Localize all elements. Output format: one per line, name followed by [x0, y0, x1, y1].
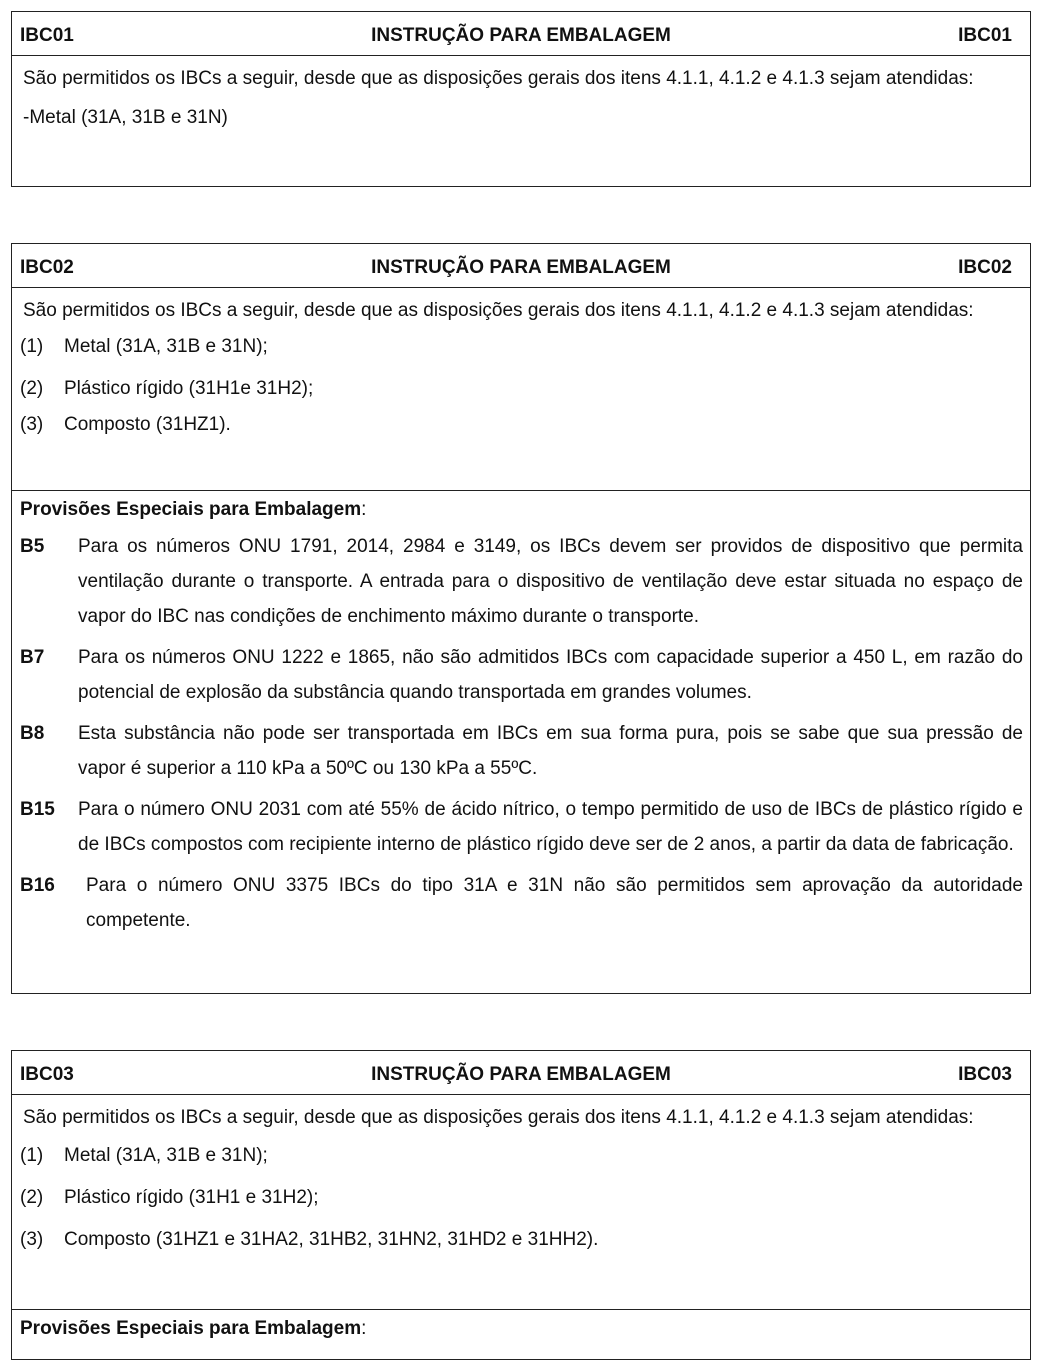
- list-item-number: (3): [20, 1229, 44, 1250]
- provision-code: B15: [20, 799, 55, 820]
- provision-b5: [12, 529, 1030, 640]
- ibc02-item-list: [12, 328, 1030, 500]
- ibc02-table: [11, 243, 1031, 994]
- ibc02-provisions: [12, 491, 1030, 944]
- list-item-text: Plástico rígido (31H1e 31H2);: [64, 378, 314, 399]
- ibc01-item-metal: -Metal (31A, 31B e 31N): [23, 107, 228, 128]
- provisions-colon: :: [361, 499, 367, 520]
- list-item-text: Composto (31HZ1).: [64, 414, 231, 435]
- ibc03-provisions-title: [12, 1310, 1030, 1348]
- ibc02-header: [12, 244, 1030, 288]
- ibc03-header: [12, 1051, 1030, 1095]
- list-item-text: Composto (31HZ1 e 31HA2, 31HB2, 31HN2, 31HD2 e 31HH2).: [64, 1229, 599, 1250]
- ibc02-intro: São permitidos os IBCs a seguir, desde que as disposições gerais dos itens 4.1.1, 4.1.2 e 4.1.3 sejam atendidas:: [23, 300, 974, 321]
- list-item-text: Metal (31A, 31B e 31N);: [64, 1145, 268, 1166]
- ibc01-header: [12, 12, 1030, 56]
- ibc01-table: [11, 11, 1031, 187]
- provisions-label: Provisões Especiais para Embalagem: [20, 499, 362, 520]
- ibc03-table: [11, 1050, 1031, 1360]
- provision-text: Esta substância não pode ser transportada em IBCs em sua forma pura, pois se sabe que sua pressão de vapor é superior a 110 kPa a 50ºC ou 130 kPa a 55ºC.: [78, 723, 1023, 779]
- provision-text: Para os números ONU 1222 e 1865, não são admitidos IBCs com capacidade superior a 450 L, em razão do potencial de explosão da substância quando transportada em grandes volumes.: [78, 647, 1023, 703]
- provisions-label: Provisões Especiais para Embalagem: [20, 1318, 362, 1339]
- list-item-text: Metal (31A, 31B e 31N);: [64, 336, 268, 357]
- list-item: [12, 1135, 1030, 1177]
- list-item: [12, 328, 1030, 366]
- list-item: [12, 1219, 1030, 1261]
- list-item-number: (3): [20, 414, 44, 435]
- list-item-text: Plástico rígido (31H1 e 31H2);: [64, 1187, 319, 1208]
- provision-code: B8: [20, 723, 45, 744]
- provision-b15: [12, 792, 1030, 868]
- ibc01-title: INSTRUÇÃO PARA EMBALAGEM: [371, 25, 671, 46]
- ibc02-provisions-title: [12, 491, 1030, 529]
- ibc03-title: INSTRUÇÃO PARA EMBALAGEM: [371, 1064, 671, 1085]
- ibc01-code-right: IBC01: [958, 25, 1012, 46]
- list-item-number: (1): [20, 1145, 44, 1166]
- ibc03-code-left: IBC03: [20, 1064, 74, 1085]
- provision-text: Para o número ONU 3375 IBCs do tipo 31A e 31N não são permitidos sem aprovação da autoridade competente.: [86, 875, 1023, 931]
- provision-code: B5: [20, 536, 45, 557]
- ibc03-intro: São permitidos os IBCs a seguir, desde que as disposições gerais dos itens 4.1.1, 4.1.2 e 4.1.3 sejam atendidas:: [23, 1107, 974, 1128]
- list-item-number: (1): [20, 336, 44, 357]
- provisions-colon: :: [361, 1318, 367, 1339]
- ibc01-code-left: IBC01: [20, 25, 74, 46]
- ibc03-code-right: IBC03: [958, 1064, 1012, 1085]
- provision-b8: [12, 716, 1030, 792]
- provision-b16: [12, 868, 1030, 944]
- provision-b7: [12, 640, 1030, 716]
- provision-code: B7: [20, 647, 45, 668]
- ibc02-title: INSTRUÇÃO PARA EMBALAGEM: [371, 257, 671, 278]
- list-item-number: (2): [20, 1187, 44, 1208]
- provision-text: Para o número ONU 2031 com até 55% de ácido nítrico, o tempo permitido de uso de IBCs de plástico rígido e de IBCs compostos com recipiente interno de plástico rígido deve ser de 2 anos, a partir da data de fabricação.: [78, 799, 1023, 855]
- ibc01-intro: São permitidos os IBCs a seguir, desde que as disposições gerais dos itens 4.1.1, 4.1.2 e 4.1.3 sejam atendidas:: [23, 68, 974, 89]
- list-item: [12, 1177, 1030, 1219]
- ibc03-item-list: [12, 1135, 1030, 1261]
- list-item: [12, 366, 1030, 406]
- ibc02-code-left: IBC02: [20, 257, 74, 278]
- list-item: [12, 406, 1030, 444]
- ibc02-code-right: IBC02: [958, 257, 1012, 278]
- provision-code: B16: [20, 875, 55, 896]
- provision-text: Para os números ONU 1791, 2014, 2984 e 3149, os IBCs devem ser providos de dispositivo que permita ventilação durante o transporte. A entrada para o dispositivo de ventilação deve estar situada no espaço de vapor do IBC nas condições de enchimento máximo durante o transporte.: [78, 536, 1023, 627]
- list-item-number: (2): [20, 378, 44, 399]
